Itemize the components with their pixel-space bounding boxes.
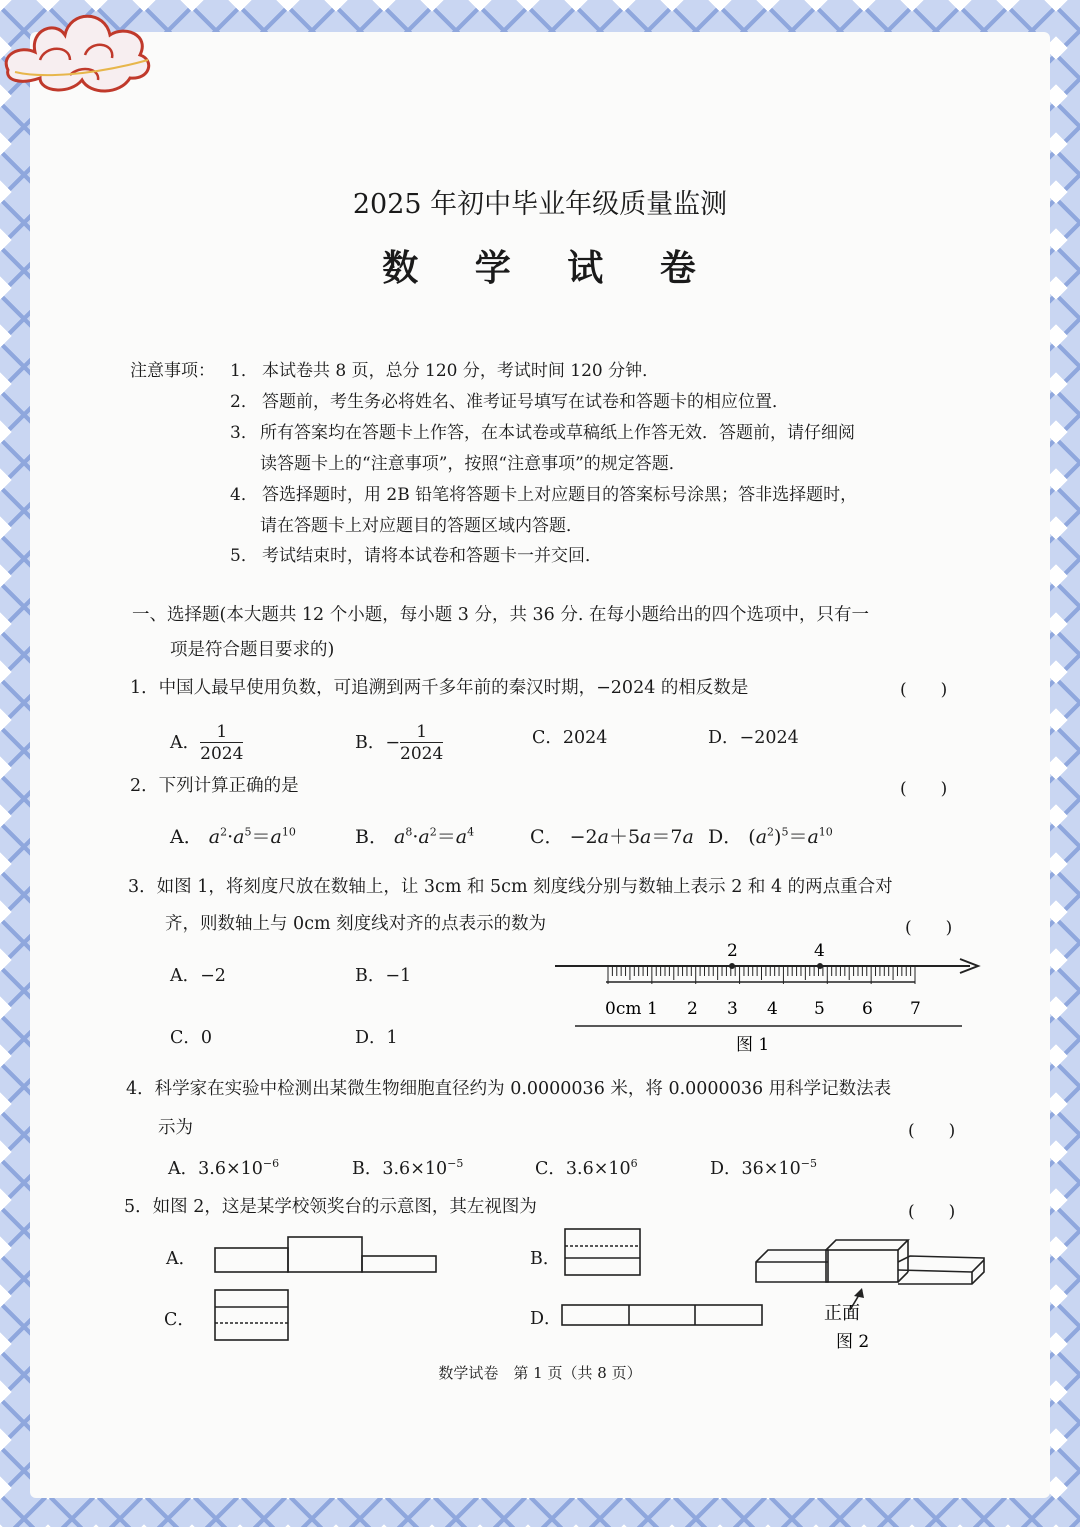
q2-answer-blank: ( ) [900, 779, 948, 799]
q3-option-d: D．1 [355, 1028, 398, 1048]
q5-option-b-label: B． [530, 1249, 561, 1269]
ruler-label-6: 6 [862, 999, 873, 1019]
note-2: 答题前，考生务必将姓名、准考证号填写在试卷和答题卡的相应位置． [262, 392, 789, 412]
q1-option-c: C．2024 [532, 728, 608, 748]
ruler-label-5: 5 [814, 999, 825, 1019]
note-2-num: 2． [230, 392, 258, 412]
note-4-cont: 请在答题卡上对应题目的答题区域内答题． [260, 516, 583, 536]
note-3: 所有答案均在答题卡上作答，在本试卷或草稿纸上作答无效．答题前，请仔细阅 [260, 423, 855, 443]
front-view-label: 正面 [824, 1303, 860, 1324]
page-footer: 数学试卷 第 1 页（共 8 页） [438, 1364, 642, 1382]
exam-title: 2025 年初中毕业年级质量监测 [352, 189, 728, 220]
q1-option-b: B．− $\frac{1}{2024}$ [355, 722, 444, 764]
q3-option-c: C．0 [170, 1028, 213, 1048]
q5-answer-blank: ( ) [908, 1202, 956, 1222]
q2-option-b: B． $a^8\cdot a^2=a^4$ [355, 825, 475, 848]
q3-option-b: B．−1 [355, 966, 412, 986]
q4-answer-blank: ( ) [908, 1121, 956, 1141]
section-heading-cont: 项是符合题目要求的) [170, 640, 335, 660]
note-4-num: 4． [230, 485, 258, 505]
note-3-num: 3． [230, 423, 258, 443]
q5-option-a-label: A． [166, 1249, 197, 1269]
q4-option-d: D．$36\times 10^{-5}$ [710, 1157, 817, 1179]
q2-option-c: C． −2a＋5a＝7a [530, 826, 694, 848]
q1-answer-blank: ( ) [900, 680, 948, 700]
axis-label-2: 2 [727, 941, 738, 961]
q1-option-a: A． $\frac{1}{2024}$ [170, 722, 244, 764]
q5-option-c-label: C． [164, 1310, 195, 1330]
ruler-label-2: 2 [687, 999, 698, 1019]
figure-2-podium [750, 1232, 995, 1362]
cloud-ornament-icon [0, 0, 160, 110]
note-5-num: 5． [230, 546, 258, 566]
figure-1-ruler-numberline [550, 938, 990, 1058]
point-4 [817, 963, 823, 969]
ruler-label-0cm: 0cm [605, 999, 642, 1019]
figure-1-caption: 图 1 [736, 1035, 770, 1055]
q4-line-2: 示为 [158, 1118, 193, 1138]
q5-option-d-label: D． [530, 1309, 562, 1329]
q5-option-c-figure [210, 1285, 296, 1347]
note-4: 答选择题时，用 2B 铅笔将答题卡上对应题目的答案标号涂黑；答非选择题时， [262, 485, 858, 505]
q5-option-b-figure [560, 1224, 646, 1280]
front-arrow-head [854, 1288, 864, 1298]
note-3-cont: 读答题卡上的“注意事项”，按照“注意事项”的规定答题． [260, 454, 686, 474]
ruler-label-1: 1 [647, 999, 658, 1019]
q4-option-a: A．$3.6\times 10^{-6}$ [168, 1157, 280, 1179]
ruler-label-7: 7 [910, 999, 921, 1019]
axis-label-4: 4 [814, 941, 825, 961]
q5-option-d-figure [557, 1300, 769, 1332]
q4-option-c: C．$3.6\times 10^6$ [535, 1157, 638, 1179]
section-heading: 一、选择题(本大题共 12 个小题，每小题 3 分，共 36 分. 在每小题给出的四个选项中，只有一 [132, 605, 869, 625]
q3-answer-blank: ( ) [905, 918, 953, 938]
q5-option-a-figure [210, 1232, 442, 1278]
q5-stem: 5．如图 2，这是某学校领奖台的示意图，其左视图为 [124, 1197, 537, 1217]
notes-label: 注意事项： [130, 361, 215, 381]
q3-line-2: 齐，则数轴上与 0cm 刻度线对齐的点表示的数为 [165, 914, 547, 934]
note-1: 本试卷共 8 页，总分 120 分，考试时间 120 分钟． [262, 361, 660, 381]
note-5: 考试结束时，请将本试卷和答题卡一并交回． [262, 546, 602, 566]
q2-option-d: D． $(a^2)^5=a^{10}$ [708, 825, 833, 848]
q3-option-a: A．−2 [170, 966, 226, 986]
ruler-label-3: 3 [727, 999, 738, 1019]
figure-2-caption: 图 2 [836, 1332, 870, 1352]
q2-stem: 2．下列计算正确的是 [130, 776, 299, 796]
q2-option-a: A． $a^2\cdot a^5=a^{10}$ [170, 825, 296, 848]
note-1-num: 1． [230, 361, 258, 381]
q3-line-1: 3．如图 1，将刻度尺放在数轴上，让 3cm 和 5cm 刻度线分别与数轴上表示 2 和 4 的两点重合对 [128, 877, 893, 897]
ruler-label-4: 4 [767, 999, 778, 1019]
q1-option-d: D．−2024 [708, 728, 799, 748]
point-2 [729, 963, 735, 969]
q4-option-b: B．$3.6\times 10^{-5}$ [352, 1157, 464, 1179]
q4-line-1: 4．科学家在实验中检测出某微生物细胞直径约为 0.0000036 米，将 0.0000036 用科学记数法表 [126, 1079, 892, 1099]
subject-title: 数 学 试 卷 [382, 247, 718, 289]
q1-stem: 1．中国人最早使用负数，可追溯到两千多年前的秦汉时期，−2024 的相反数是 [130, 678, 749, 698]
